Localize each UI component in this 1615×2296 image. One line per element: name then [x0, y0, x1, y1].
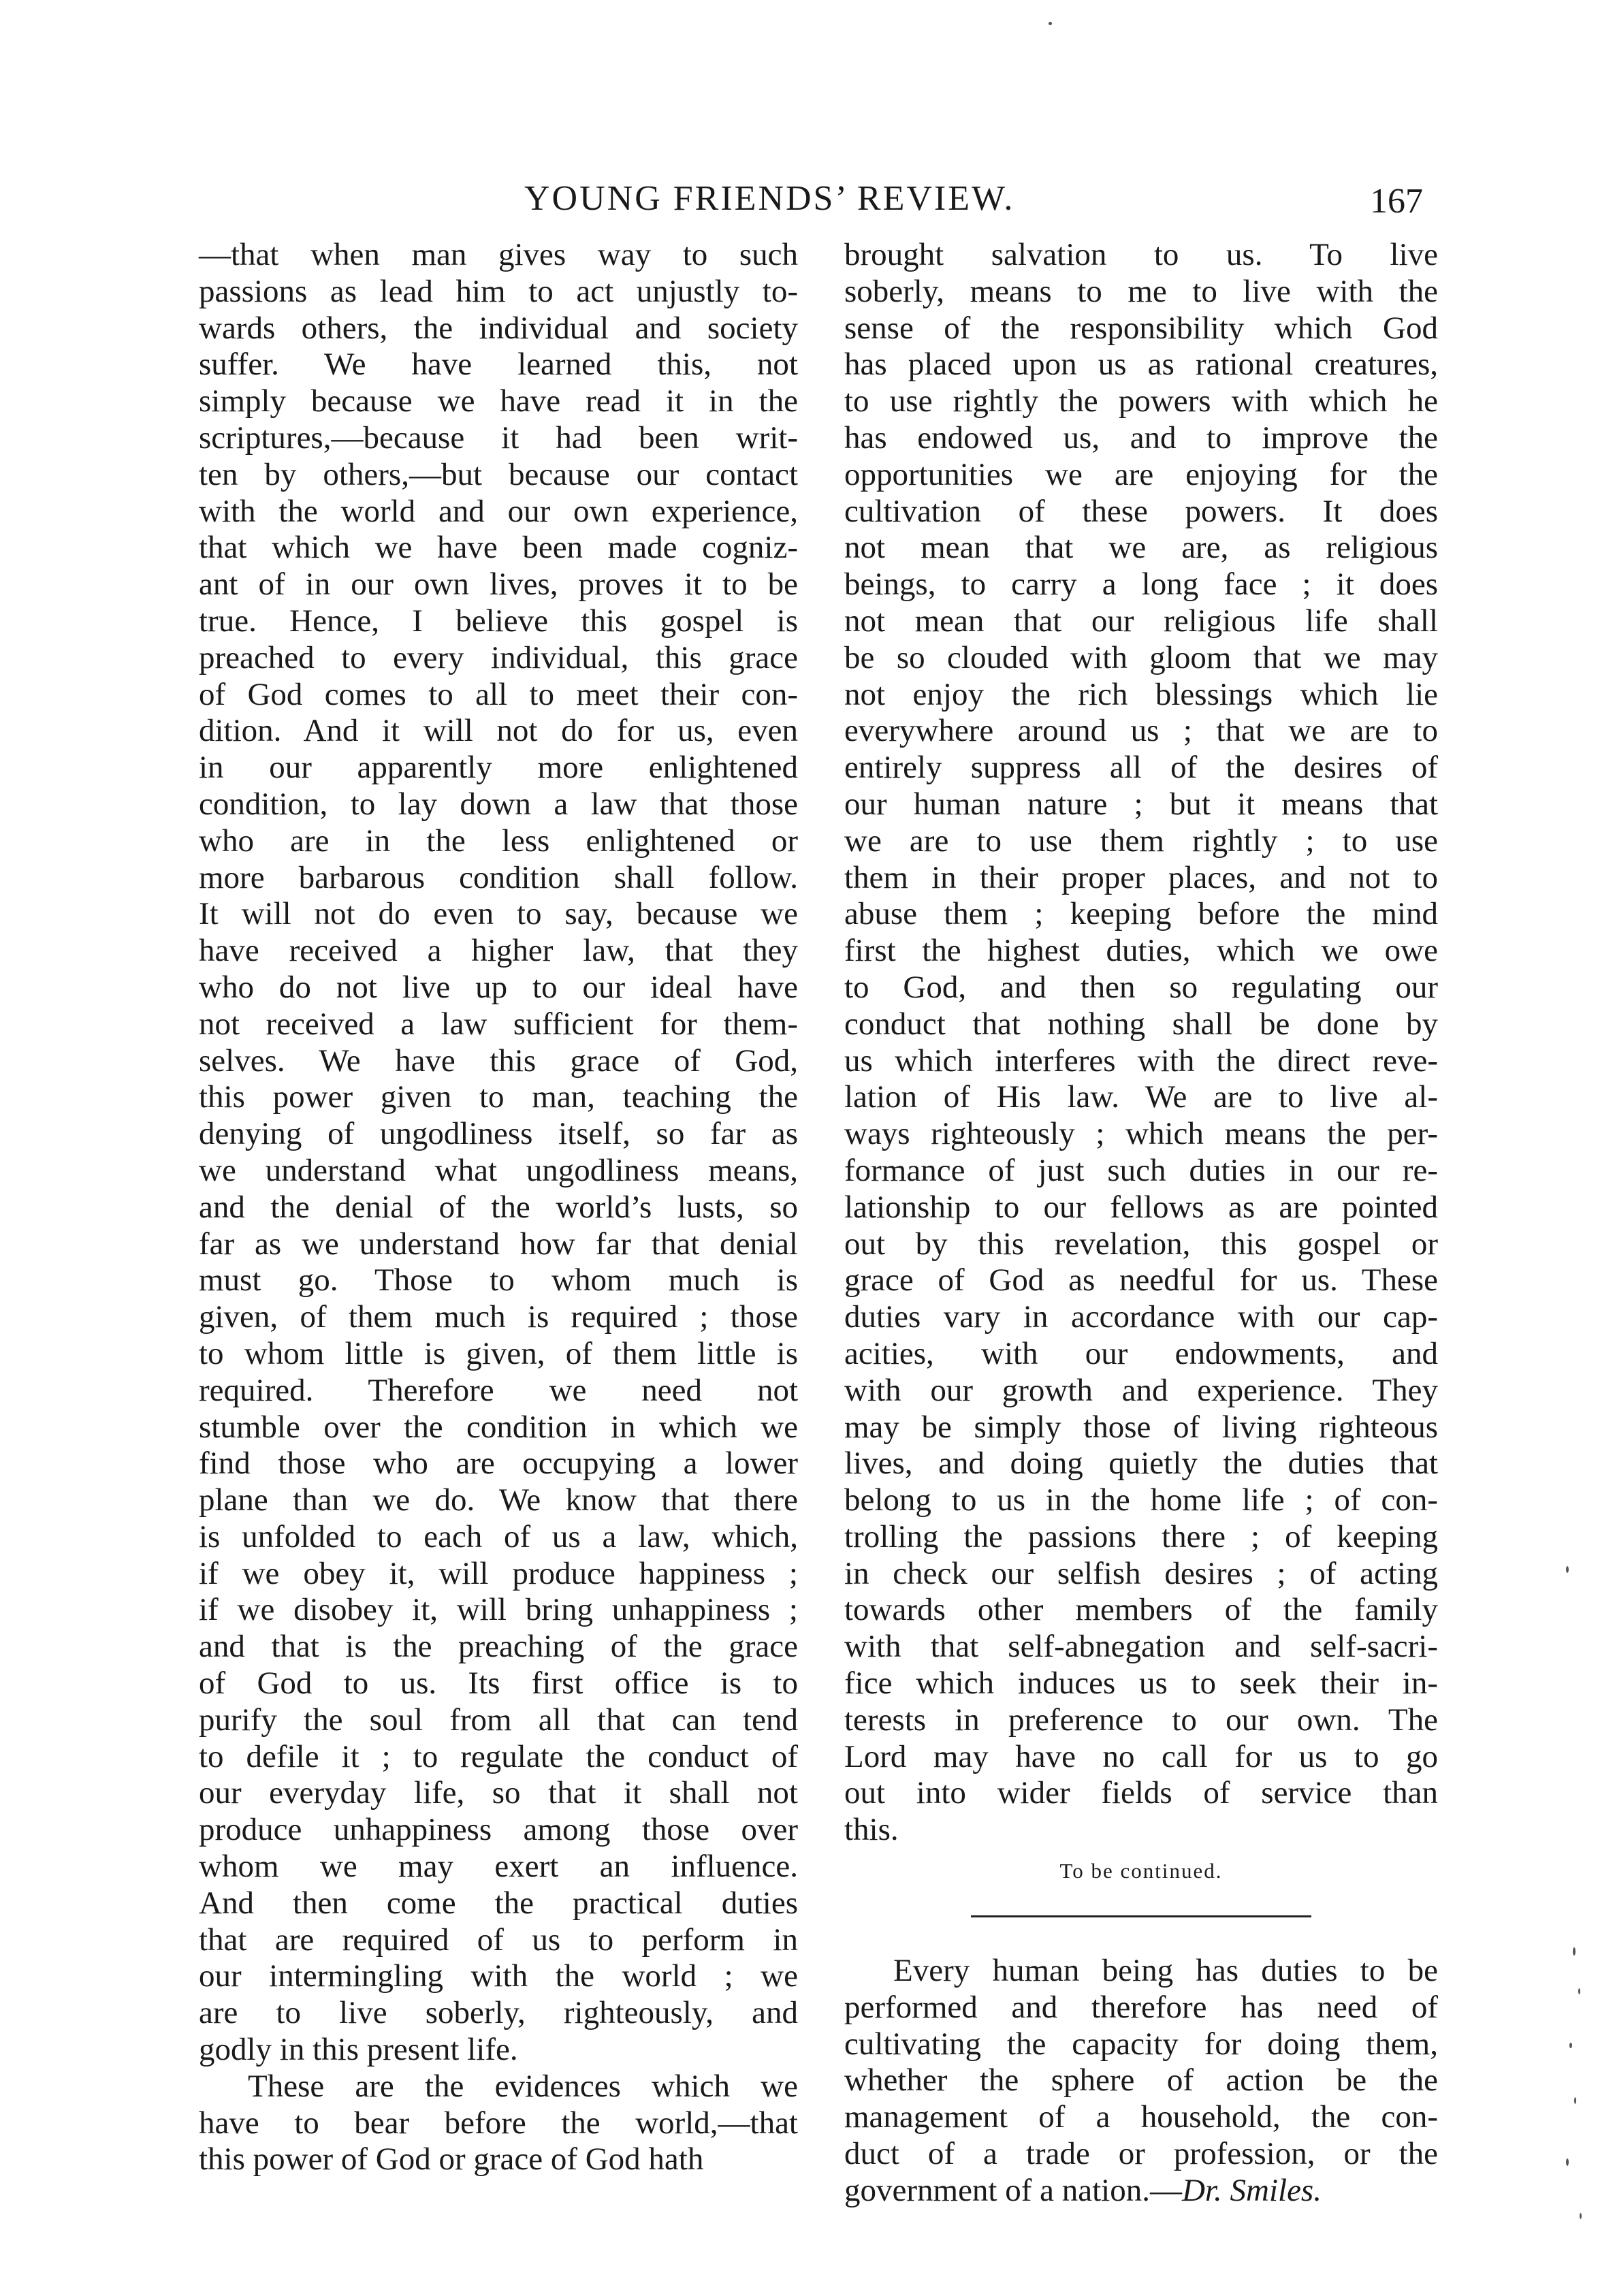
text-line: acities, with our endowments, and	[844, 1335, 1438, 1371]
text-line: required. Therefore we need not	[199, 1372, 798, 1408]
text-line: be so clouded with gloom that we may	[844, 639, 1438, 675]
left-paragraph-2	[199, 2069, 798, 2178]
text-line: belong to us in the home life ; of con-	[844, 1482, 1438, 1518]
text-line: terests in preference to our own. The	[844, 1702, 1438, 1738]
text-line: suffer. We have learned this, not	[199, 347, 798, 383]
text-line: cultivating the capacity for doing them,	[844, 2026, 1438, 2062]
text-line: this.	[844, 1812, 899, 1848]
text-line: our human nature ; but it means that	[844, 786, 1438, 822]
scan-speck	[1566, 2158, 1569, 2166]
text-line: produce unhappiness among those over	[199, 1812, 798, 1848]
text-line: of God to us. Its first office is to	[199, 1665, 798, 1702]
text-line: duct of a trade or profession, or the	[844, 2136, 1438, 2172]
text-line: in our apparently more enlightened	[199, 750, 798, 786]
section-divider	[971, 1915, 1311, 1917]
text-line: grace of God as needful for us. These	[844, 1262, 1438, 1298]
text-line: —that when man gives way to such	[199, 237, 798, 272]
text-line: lives, and doing quietly the duties that	[844, 1446, 1438, 1482]
text-line: to God, and then so regulating our	[844, 969, 1438, 1005]
text-line: lation of His law. We are to live al-	[844, 1079, 1438, 1115]
text-line: we understand what ungodliness means,	[199, 1152, 798, 1188]
text-line: true. Hence, I believe this gospel is	[199, 603, 798, 639]
text-line: not enjoy the rich blessings which lie	[844, 676, 1438, 712]
text-line: conduct that nothing shall be done by	[844, 1006, 1438, 1042]
text-line: find those who are occupying a lower	[199, 1446, 798, 1482]
text-line: with that self-abnegation and self-sacri-	[844, 1629, 1438, 1665]
text-line: opportunities we are enjoying for the	[844, 456, 1438, 492]
text-line: have to bear before the world,—that	[199, 2105, 798, 2141]
text-line: if we obey it, will produce happiness ;	[199, 1555, 798, 1591]
text-line: preached to every individual, this grace	[199, 639, 798, 675]
scan-speck	[1573, 1947, 1576, 1956]
text-line: ten by others,—but because our contact	[199, 456, 798, 492]
text-line: if we disobey it, will bring unhappiness ;	[199, 1592, 798, 1628]
text-line: sense of the responsibility which God	[844, 310, 1438, 346]
text-line: And then come the practical duties	[199, 1885, 798, 1921]
text-line: that are required of us to perform in	[199, 1922, 798, 1958]
text-line: purify the soul from all that can tend	[199, 1702, 798, 1738]
scan-speck	[1566, 1566, 1569, 1573]
text-line: trolling the passions there ; of keeping	[844, 1518, 1438, 1554]
text-line: whether the sphere of action be the	[844, 2062, 1438, 2099]
text-line: with the world and our own experience,	[199, 493, 798, 529]
text-line: our everyday life, so that it shall not	[199, 1775, 798, 1811]
text-line: dition. And it will not do for us, even	[199, 713, 798, 749]
text-line: godly in this present life.	[199, 2032, 518, 2068]
text-line: to whom little is given, of them little is	[199, 1335, 798, 1371]
right-column	[844, 237, 1438, 2210]
text-line: abuse them ; keeping before the mind	[844, 896, 1438, 932]
text-line: towards other members of the family	[844, 1592, 1438, 1628]
text-line: out by this revelation, this gospel or	[844, 1226, 1438, 1262]
text-line: These are the evidences which we	[248, 2068, 798, 2104]
text-line: scriptures,—because it had been writ-	[199, 419, 798, 456]
text-line: cultivation of these powers. It does	[844, 493, 1438, 529]
smiles-quote	[844, 1953, 1438, 2173]
text-line: lationship to our fellows as are pointed	[844, 1189, 1438, 1225]
text-line: them in their proper places, and not to	[844, 859, 1438, 895]
text-line: has endowed us, and to improve the	[844, 419, 1438, 456]
text-line: has placed upon us as rational creatures,	[844, 347, 1438, 383]
text-line: Every human being has duties to be	[893, 1953, 1438, 1989]
text-line: ant of in our own lives, proves it to be	[199, 567, 798, 603]
scan-speck	[1569, 2043, 1572, 2048]
text-line: that which we have been made cogniz-	[199, 530, 798, 566]
text-line: performed and therefore has need of	[844, 1989, 1438, 2025]
journal-title: YOUNG FRIENDS’ REVIEW.	[524, 179, 1015, 218]
text-line: to defile it ; to regulate the conduct of	[199, 1738, 798, 1774]
text-line: given, of them much is required ; those	[199, 1299, 798, 1335]
right-paragraph-1	[844, 237, 1438, 1849]
text-line: and the denial of the world’s lusts, so	[199, 1189, 798, 1225]
text-line: soberly, means to me to live with the	[844, 273, 1438, 309]
text-line: passions as lead him to act unjustly to-	[199, 273, 798, 309]
scan-speck	[1580, 2213, 1582, 2219]
text-line: may be simply those of living righteous	[844, 1409, 1438, 1445]
text-line: in check our selfish desires ; of acting	[844, 1555, 1438, 1591]
scan-speck	[1049, 22, 1052, 25]
text-line: not mean that our religious life shall	[844, 603, 1438, 639]
text-line: management of a household, the con-	[844, 2099, 1438, 2135]
text-line: simply because we have read it in the	[199, 383, 798, 419]
text-line: who do not live up to our ideal have	[199, 969, 798, 1005]
text-line: wards others, the individual and society	[199, 310, 798, 346]
text-line: plane than we do. We know that there	[199, 1482, 798, 1518]
text-line: is unfolded to each of us a law, which,	[199, 1518, 798, 1554]
text-line: selves. We have this grace of God,	[199, 1042, 798, 1079]
text-line: Lord may have no call for us to go	[844, 1738, 1438, 1774]
text-line: more barbarous condition shall follow.	[199, 859, 798, 895]
text-line: not received a law sufficient for them-	[199, 1006, 798, 1042]
text-line: beings, to carry a long face ; it does	[844, 567, 1438, 603]
left-column	[199, 237, 798, 2178]
text-line: and that is the preaching of the grace	[199, 1629, 798, 1665]
text-line: everywhere around us ; that we are to	[844, 713, 1438, 749]
text-line: who are in the less enlightened or	[199, 823, 798, 859]
text-line: condition, to lay down a law that those	[199, 786, 798, 822]
text-line: first the highest duties, which we owe	[844, 933, 1438, 969]
continued-note: To be continued.	[1059, 1859, 1223, 1883]
text-line: fice which induces us to seek their in-	[844, 1665, 1438, 1702]
text-line: we are to use them rightly ; to use	[844, 823, 1438, 859]
text-line: not mean that we are, as religious	[844, 530, 1438, 566]
text-line: denying of ungodliness itself, so far as	[199, 1116, 798, 1152]
page-number: 167	[1370, 182, 1423, 221]
text-line: to use rightly the powers with which he	[844, 383, 1438, 419]
text-line: duties vary in accordance with our cap-	[844, 1299, 1438, 1335]
text-line: formance of just such duties in our re-	[844, 1152, 1438, 1188]
text-line: entirely suppress all of the desires of	[844, 750, 1438, 786]
text-line: out into wider fields of service than	[844, 1775, 1438, 1811]
scan-speck	[1574, 2097, 1576, 2104]
text-line: this power given to man, teaching the	[199, 1079, 798, 1115]
text-line: ways righteously ; which means the per-	[844, 1116, 1438, 1152]
running-head	[0, 172, 1615, 226]
quote-attribution: Dr. Smiles.	[1181, 2172, 1322, 2208]
text-line: whom we may exert an influence.	[199, 1849, 798, 1885]
text-line: stumble over the condition in which we	[199, 1409, 798, 1445]
text-line: this power of God or grace of God hath	[199, 2141, 704, 2178]
text-line: are to live soberly, righteously, and	[199, 1995, 798, 2031]
text-line: our intermingling with the world ; we	[199, 1958, 798, 1994]
quote-last-line-text: government of a nation.—	[844, 2172, 1182, 2208]
text-line: far as we understand how far that denial	[199, 1226, 798, 1262]
text-line: us which interferes with the direct reve-	[844, 1042, 1438, 1079]
left-paragraph-1	[199, 237, 798, 2069]
quote-last-line	[844, 2173, 1438, 2210]
text-line: must go. Those to whom much is	[199, 1262, 798, 1298]
text-line: It will not do even to say, because we	[199, 896, 798, 932]
text-line: brought salvation to us. To live	[844, 237, 1438, 272]
scan-speck	[1578, 1988, 1580, 1994]
text-line: have received a higher law, that they	[199, 933, 798, 969]
text-line: with our growth and experience. They	[844, 1372, 1438, 1408]
text-line: of God comes to all to meet their con-	[199, 676, 798, 712]
